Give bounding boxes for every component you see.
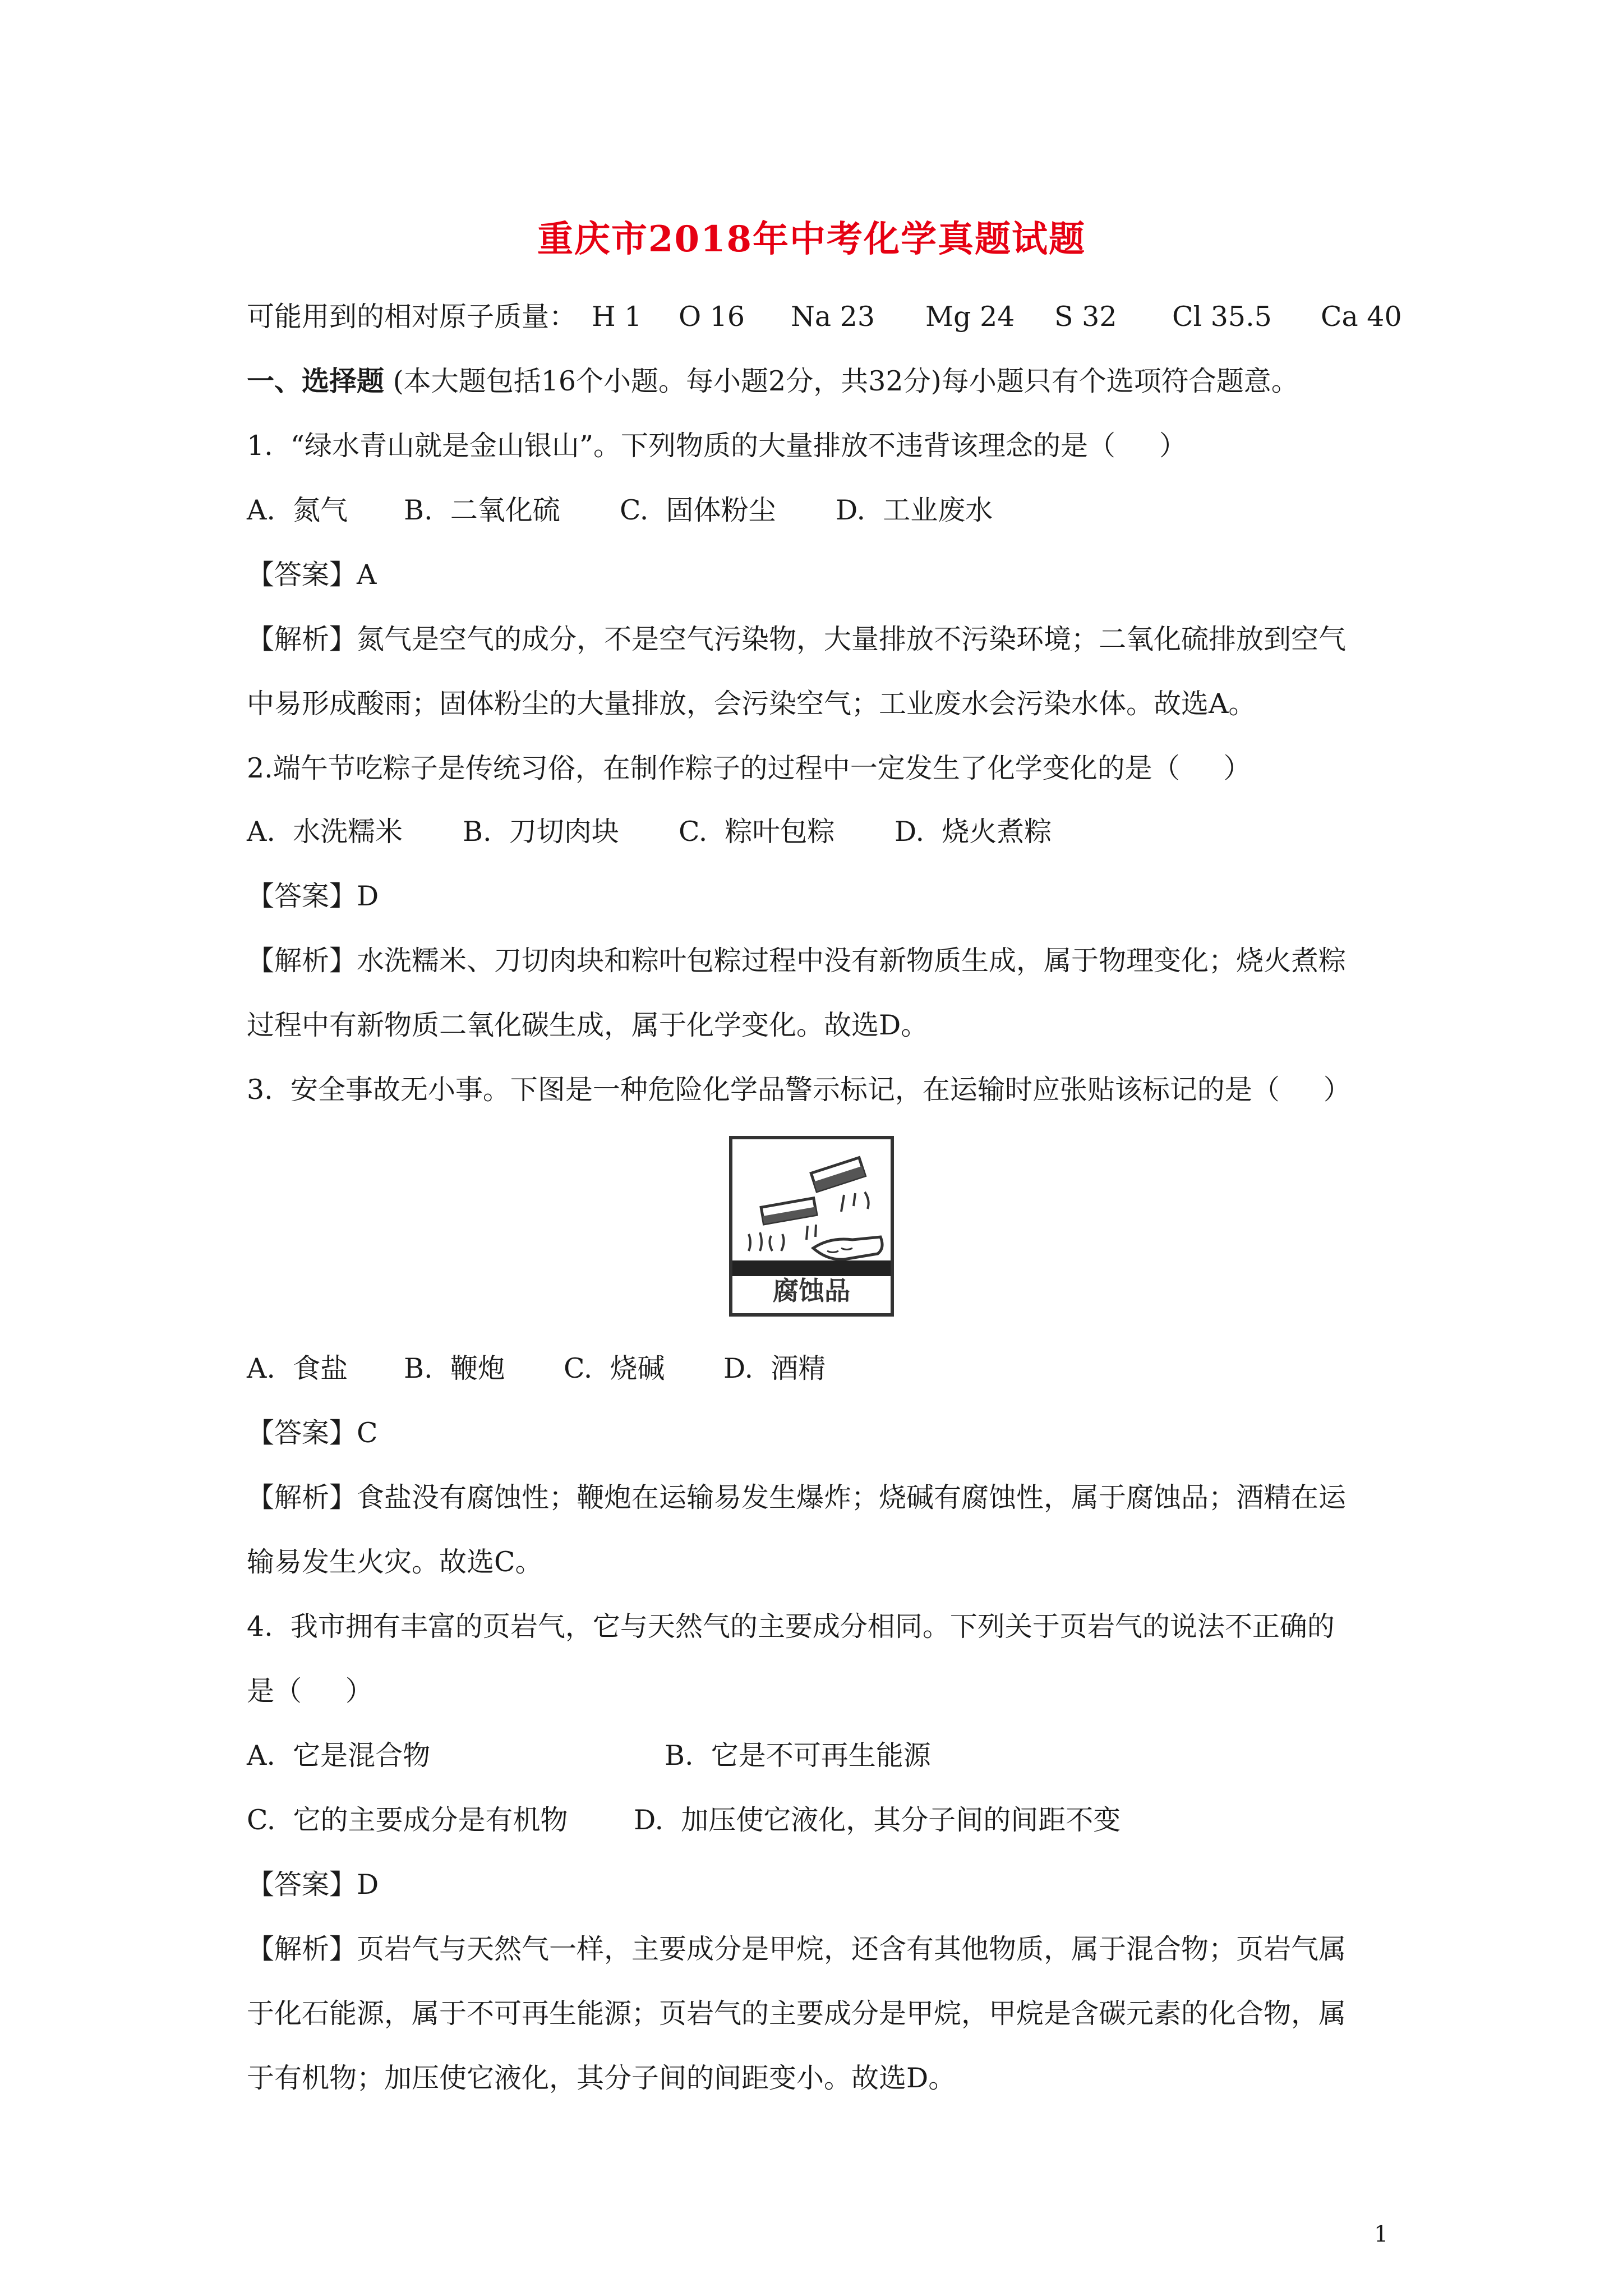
question-1-analysis-line-1: 【解析】氮气是空气的成分，不是空气污染物，大量排放不污染环境；二氧化硫排放到空气 [247,623,1347,655]
document-title: 重庆市2018年中考化学真题试题 [537,218,1086,260]
question-4-option-b: B. 它是不可再生能源 [665,1740,931,1772]
question-3-answer: 【答案】C [247,1417,378,1449]
atomic-mass-label: 可能用到的相对原子质量： [247,301,577,333]
question-2-option-c: C. 粽叶包粽 [679,816,835,848]
question-1-option-a: A. 氮气 [247,494,348,526]
question-2-answer: 【答案】D [247,880,379,912]
question-1-stem: 1. “绿水青山就是金山银山”。下列物质的大量排放不违背该理念的是（ ） [247,430,1187,462]
atomic-mass-na: Na 23 [791,301,875,333]
section-heading: 一、选择题 [247,365,385,397]
page-number: 1 [1374,2221,1389,2247]
question-3-analysis-line-2: 输易发生火灾。故选C。 [247,1546,543,1578]
atomic-mass-mg: Mg 24 [925,301,1015,333]
question-1-answer: 【答案】A [247,559,377,591]
atomic-mass-s: S 32 [1054,301,1117,333]
question-4-analysis-line-2: 于化石能源，属于不可再生能源；页岩气的主要成分是甲烷，甲烷是含碳元素的化合物，属 [247,1998,1347,2030]
section-heading-line [247,367,1299,395]
question-4-option-c: C. 它的主要成分是有机物 [247,1804,568,1836]
question-4-option-a: A. 它是混合物 [247,1740,431,1772]
sign-label: 腐蚀品 [773,1276,850,1306]
question-3-option-c: C. 烧碱 [564,1352,665,1384]
question-2-stem: 2.端午节吃粽子是传统习俗，在制作粽子的过程中一定发生了化学变化的是（ ） [247,752,1251,784]
question-1-analysis-line-2: 中易形成酸雨；固体粉尘的大量排放，会污染空气；工业废水会污染水体。故选A。 [247,688,1256,720]
question-1-option-b: B. 二氧化硫 [404,494,560,526]
section-note: (本大题包括16个小题。每小题2分，共32分)每小题只有个选项符合题意。 [384,365,1299,397]
question-2-option-a: A. 水洗糯米 [247,816,403,848]
question-4-stem-line-2: 是（ ） [247,1675,373,1707]
corrosive-warning-sign [729,1136,894,1317]
question-4-stem-line-1: 4. 我市拥有丰富的页岩气，它与天然气的主要成分相同。下列关于页岩气的说法不正确的 [247,1611,1335,1642]
question-4-analysis-line-1: 【解析】页岩气与天然气一样，主要成分是甲烷，还含有其他物质，属于混合物；页岩气属 [247,1933,1347,1965]
question-2-analysis-line-1: 【解析】水洗糯米、刀切肉块和粽叶包粽过程中没有新物质生成，属于物理变化；烧火煮粽 [247,945,1347,977]
question-2-option-d: D. 烧火煮粽 [895,816,1052,848]
question-3-option-a: A. 食盐 [247,1352,348,1384]
corrosive-sign-icon [729,1136,894,1317]
atomic-mass-o: O 16 [679,301,745,333]
question-1-option-c: C. 固体粉尘 [620,494,776,526]
atomic-mass-ca: Ca 40 [1321,301,1402,333]
question-4-analysis-line-3: 于有机物；加压使它液化，其分子间的间距变小。故选D。 [247,2062,956,2094]
atomic-mass-cl: Cl 35.5 [1172,301,1272,333]
question-3-option-d: D. 酒精 [723,1352,826,1384]
atomic-mass-h: H 1 [592,301,642,333]
question-2-option-b: B. 刀切肉块 [463,816,619,848]
question-3-stem: 3. 安全事故无小事。下图是一种危险化学品警示标记，在运输时应张贴该标记的是（ ） [247,1074,1351,1106]
question-1-option-d: D. 工业废水 [836,494,993,526]
question-4-answer: 【答案】D [247,1869,379,1901]
question-4-option-d: D. 加压使它液化，其分子间的间距不变 [634,1804,1121,1836]
question-2-analysis-line-2: 过程中有新物质二氧化碳生成，属于化学变化。故选D。 [247,1009,929,1041]
question-3-option-b: B. 鞭炮 [404,1352,505,1384]
question-3-analysis-line-1: 【解析】食盐没有腐蚀性；鞭炮在运输易发生爆炸；烧碱有腐蚀性，属于腐蚀品；酒精在运 [247,1481,1347,1513]
